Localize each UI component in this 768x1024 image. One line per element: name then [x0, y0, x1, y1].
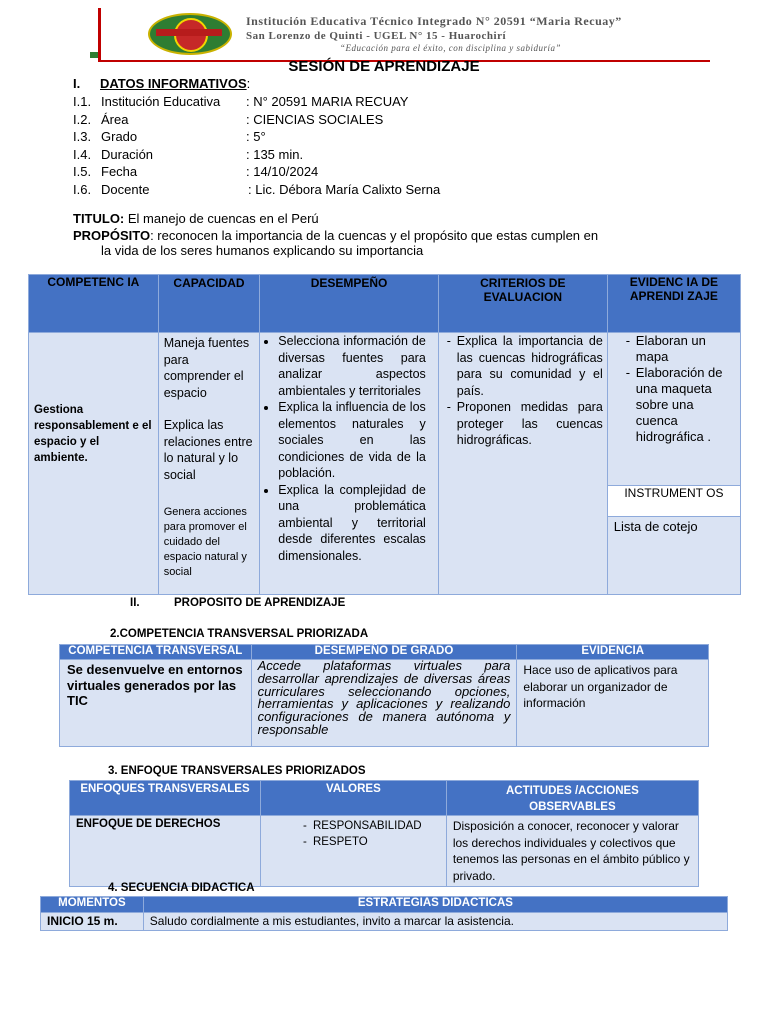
titulo-line: TITULO: El manejo de cuencas en el Perú	[73, 211, 319, 226]
datos-number: I.	[73, 76, 81, 91]
momento-cell: INICIO 15 m.	[41, 913, 144, 931]
competencia-transversal-cell: Se desenvuelve en entornos virtuales generados por las TIC	[60, 660, 252, 747]
estrategia-cell: Saludo cordialmente a mis estudiantes, invito a marcar la asistencia.	[143, 913, 727, 931]
header-motto: “Educación para el éxito, con disciplina y sabiduría”	[340, 43, 561, 53]
datos-row-value: : 14/10/2024	[246, 164, 319, 179]
section-4-title: 4. SECUENCIA DIDACTICA	[108, 882, 255, 894]
header-school-name: Institución Educativa Técnico Integrado N° 20591 “Maria Recuay”	[246, 14, 622, 28]
school-logo	[148, 13, 232, 55]
evidencia-transversal-cell: Hace uso de aplicativos para elaborar un organizador de información	[517, 660, 709, 747]
header-evidencia: EVIDENC IA DE APRENDI ZAJE	[607, 275, 740, 333]
section-2-number: II.	[130, 597, 140, 609]
valor-item: - RESPONSABILIDAD	[313, 818, 446, 834]
header-actitudes: ACTITUDES /ACCIONES OBSERVABLES	[446, 781, 698, 816]
datos-row-value: : 5°	[246, 129, 266, 144]
desempeno-cell	[260, 333, 439, 595]
header-competencia-transversal: COMPETENCIA TRANSVERSAL	[60, 645, 252, 660]
datos-row-label: Duración	[101, 147, 154, 162]
datos-row-label: Institución Educativa	[101, 94, 221, 109]
proposito-line-2: la vida de los seres humanos explicando su importancia	[101, 243, 424, 258]
header-desempeno-grado: DESEMPEÑO DE GRADO	[251, 645, 517, 660]
header-capacidad: CAPACIDAD	[158, 275, 260, 333]
datos-row-label: Docente	[101, 182, 150, 197]
enfoque-cell: ENFOQUE DE DERECHOS	[70, 816, 261, 887]
desempeno-item: • Explica la influencia de los elementos naturales y sociales en las condiciones de vida de la población.	[278, 399, 426, 482]
datos-row-value: : N° 20591 MARIA RECUAY	[246, 94, 409, 109]
datos-row-value: : 135 min.	[246, 147, 304, 162]
header-desempeno: DESEMPEÑO	[260, 275, 439, 333]
section-2-subtitle: 2.COMPETENCIA TRANSVERSAL PRIORIZADA	[110, 628, 369, 640]
datos-row-number: I.6.	[73, 182, 92, 197]
desempeno-item: • Selecciona información de diversas fuentes para analizar aspectos ambientales y territoriales	[278, 333, 426, 399]
datos-row-number: I.3.	[73, 129, 92, 144]
header-enfoques: ENFOQUES TRANSVERSALES	[70, 781, 261, 816]
datos-row-number: I.2.	[73, 112, 92, 127]
desempeno-grado-cell: Accede plataformas virtuales para desarrollar aprendizajes de diversas áreas curriculares seleccionando opciones, herramientas y aplicaciones y realizando configuraciones de manera autónoma y responsable	[251, 660, 517, 747]
capacidad-item: Genera acciones para promover el cuidado del espacio natural y social	[163, 506, 247, 578]
section-2-title: PROPOSITO DE APRENDIZAJE	[174, 597, 346, 609]
evidencia-item: - Elaboran un mapa	[636, 333, 736, 365]
evidencia-item: - Elaboración de una maqueta sobre una cuenca hidrográfica .	[636, 365, 736, 445]
competencia-transversal-table	[59, 644, 709, 747]
secuencia-table	[40, 896, 728, 931]
section-3-title: 3. ENFOQUE TRANSVERSALES PRIORIZADOS	[108, 765, 366, 777]
datos-row-number: I.4.	[73, 147, 92, 162]
datos-row-label: Fecha	[101, 164, 138, 179]
criterios-cell	[438, 333, 607, 595]
valores-cell	[260, 816, 446, 887]
header-valores: VALORES	[260, 781, 446, 816]
header-red-vertical-line	[98, 8, 101, 60]
capacidad-item: Maneja fuentes para comprender el espacio	[163, 336, 250, 400]
criterio-item: - Explica la importancia de las cuencas hidrográficas para su comunidad y el país.	[457, 333, 603, 399]
competencias-table	[28, 274, 741, 595]
proposito-line: PROPÓSITO: reconocen la importancia de la cuencas y el propósito que estas cumplen en	[73, 228, 599, 243]
valor-item: - RESPETO	[313, 834, 446, 850]
datos-heading: DATOS INFORMATIVOS:	[100, 76, 251, 91]
criterio-item: - Proponen medidas para proteger las cuencas hidrográficas.	[457, 399, 603, 449]
header-momentos: MOMENTOS	[41, 897, 144, 913]
datos-row-value: : Lic. Débora María Calixto Serna	[248, 182, 441, 197]
header-criterios: CRITERIOS DE EVALUACION	[438, 275, 607, 333]
capacidad-item: Explica las relaciones entre lo natural y lo social	[163, 418, 253, 482]
instrumentos-label: INSTRUMENT OS	[608, 485, 740, 517]
page-title: SESIÓN DE APRENDIZAJE	[288, 58, 480, 75]
datos-row-label: Área	[101, 112, 129, 127]
desempeno-item: • Explica la complejidad de una problemática ambiental y territorial desde diferentes escalas dimensionales.	[278, 482, 426, 565]
header-competencia: COMPETENC IA	[29, 275, 159, 333]
datos-row-number: I.5.	[73, 164, 92, 179]
enfoques-table	[69, 780, 699, 887]
capacidad-cell	[158, 333, 260, 595]
datos-row-number: I.1.	[73, 94, 92, 109]
actitudes-cell: Disposición a conocer, reconocer y valorar los derechos individuales y colectivos que tenemos las personas en el ámbito público y privado.	[446, 816, 698, 887]
header-evidencia: EVIDENCIA	[517, 645, 709, 660]
datos-row-label: Grado	[101, 129, 138, 144]
header-estrategias: ESTRATEGIAS DIDACTICAS	[143, 897, 727, 913]
header-location: San Lorenzo de Quinti - UGEL N° 15 - Huarochirí	[246, 30, 507, 42]
evidencia-cell	[607, 333, 740, 595]
instrumento-value: Lista de cotejo	[613, 519, 698, 534]
datos-row-value: : CIENCIAS SOCIALES	[246, 112, 384, 127]
competencia-cell: Gestiona responsablement e el espacio y el ambiente.	[29, 333, 159, 595]
